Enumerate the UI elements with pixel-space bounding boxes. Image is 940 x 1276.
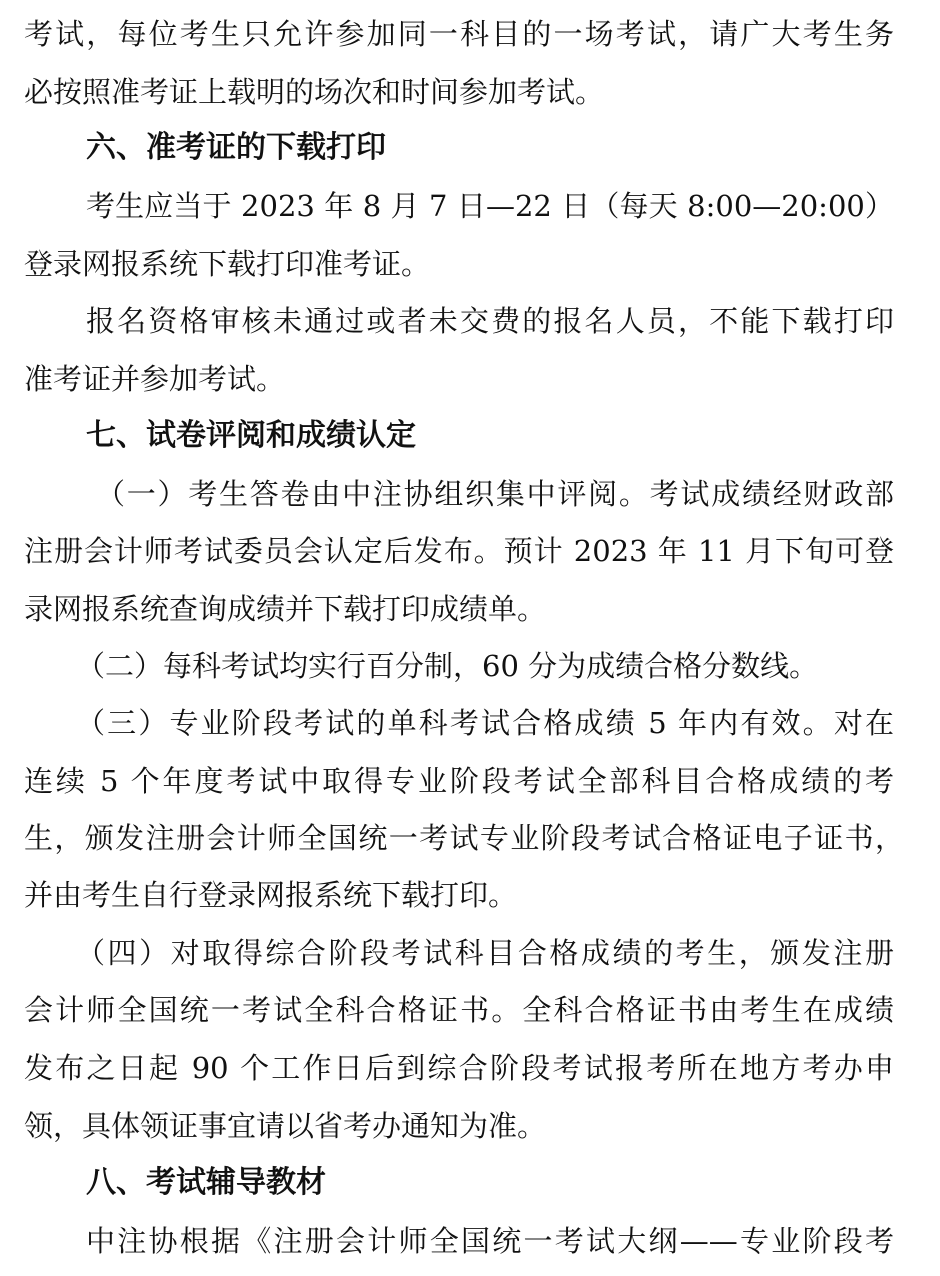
body-text-line: 考试，每位考生只允许参加同一科目的一场考试，请广大考生务 [24,17,894,51]
body-text-line: 连续 5 个年度考试中取得专业阶段考试全部科目合格成绩的考 [24,764,894,798]
body-text-line: 注册会计师考试委员会认定后发布。预计 2023 年 11 月下旬可登 [24,534,894,568]
body-text-line: 考生应当于 2023 年 8 月 7 日—22 日（每天 8:00—20:00） [86,189,894,223]
body-text-line: 报名资格审核未通过或者未交费的报名人员，不能下载打印 [86,304,894,338]
body-text-line: 中注协根据《注册会计师全国统一考试大纲——专业阶段考 [86,1224,894,1258]
body-text-line: 准考证并参加考试。 [24,362,286,396]
section-heading-7: 七、试卷评阅和成绩认定 [86,418,416,453]
body-text-line: （二）每科考试均实行百分制，60 分为成绩合格分数线。 [76,649,819,683]
body-text-line: 生，颁发注册会计师全国统一考试专业阶段考试合格证电子证书， [24,821,904,855]
body-text-line: 会计师全国统一考试全科合格证书。全科合格证书由考生在成绩 [24,993,894,1027]
body-text-line: （三）专业阶段考试的单科考试合格成绩 5 年内有效。对在 [76,706,894,740]
section-heading-6: 六、准考证的下载打印 [86,130,386,165]
body-text-line: 必按照准考证上载明的场次和时间参加考试。 [24,75,605,109]
body-text-line: 领，具体领证事宜请以省考办通知为准。 [24,1109,547,1143]
section-heading-8: 八、考试辅导教材 [86,1165,326,1200]
body-text-line: 录网报系统查询成绩并下载打印成绩单。 [24,592,547,626]
body-text-line: 发布之日起 90 个工作日后到综合阶段考试报考所在地方考办申 [24,1051,894,1085]
body-text-line: （一）考生答卷由中注协组织集中评阅。考试成绩经财政部 [96,477,894,511]
body-text-line: 并由考生自行登录网报系统下载打印。 [24,878,518,912]
body-text-line: （四）对取得综合阶段考试科目合格成绩的考生，颁发注册 [76,936,894,970]
body-text-line: 登录网报系统下载打印准考证。 [24,247,431,281]
